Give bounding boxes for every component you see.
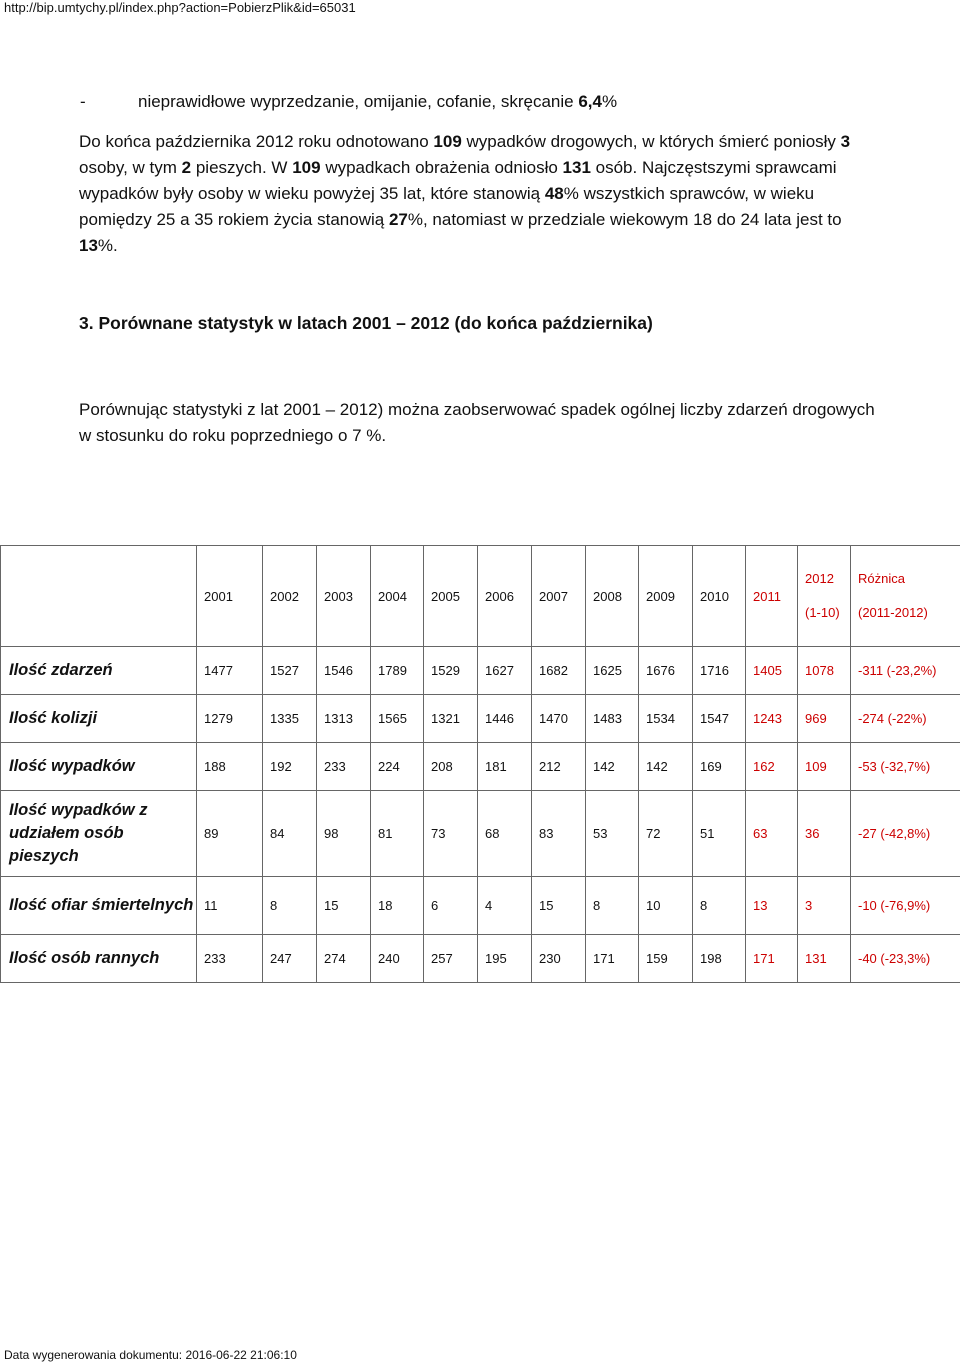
bullet-dash: - [80,92,86,111]
table-header-row [1,546,960,647]
year-header: 2004 [371,546,424,647]
text-span: Do końca października 2012 roku odnotowano [79,132,434,151]
table-row [1,877,960,935]
table-cell: 1078 [798,647,851,695]
table-cell: 230 [532,935,586,983]
number: 109 [433,132,462,151]
table-cell: 89 [197,791,263,877]
number: 13 [79,236,98,255]
year-header: 2006 [478,546,532,647]
table-cell: 8 [693,877,746,935]
row-label: Ilość osób rannych [1,935,197,983]
table-cell: 188 [197,743,263,791]
table-cell: 142 [639,743,693,791]
table-cell: 36 [798,791,851,877]
row-label: Ilość wypadków z udziałem osób pieszych [1,791,197,877]
table-cell: 257 [424,935,478,983]
table-cell: 8 [586,877,639,935]
row-label: Ilość ofiar śmiertelnych [1,877,197,935]
year-header: 2003 [317,546,371,647]
bullet-value: 6,4 [578,92,602,111]
bullet-text: nieprawidłowe wyprzedzanie, omijanie, cofanie, skręcanie [138,92,579,111]
table-cell: 1446 [478,695,532,743]
table-cell: 63 [746,791,798,877]
header-corner-cell [1,546,197,647]
table-cell: 6 [424,877,478,935]
table-cell: 1625 [586,647,639,695]
table-cell: 195 [478,935,532,983]
table-cell: 53 [586,791,639,877]
difference-cell: -10 (-76,9%) [851,877,960,935]
year-header: 2007 [532,546,586,647]
text-span: wypadkach obrażenia odniosło [320,158,563,177]
year-header: 2008 [586,546,639,647]
table-cell: 240 [371,935,424,983]
year-2012-label: 2012 [805,571,834,586]
table-cell: 181 [478,743,532,791]
table-cell: 192 [263,743,317,791]
table-cell: 109 [798,743,851,791]
year-2012-range: (1-10) [805,605,840,620]
text-span: pieszych. W [191,158,293,177]
table-cell: 131 [798,935,851,983]
year-header: 2011 [746,546,798,647]
text-span: %. [97,236,118,255]
table-cell: 1335 [263,695,317,743]
table-cell: 8 [263,877,317,935]
difference-header [851,546,960,647]
difference-cell: -311 (-23,2%) [851,647,960,695]
table-cell: 1676 [639,647,693,695]
table-cell: 84 [263,791,317,877]
generation-date: Data wygenerowania dokumentu: 2016-06-22 21:06:10 [4,1348,297,1362]
table-cell: 1682 [532,647,586,695]
difference-cell: -274 (-22%) [851,695,960,743]
year-header: 2001 [197,546,263,647]
table-cell: 224 [371,743,424,791]
table-cell: 1565 [371,695,424,743]
number: 3 [840,132,851,151]
table-body [1,647,960,983]
table-cell: 1279 [197,695,263,743]
table-cell: 233 [197,935,263,983]
accident-summary-paragraph [79,129,879,259]
table-cell: 18 [371,877,424,935]
number: 131 [562,158,591,177]
table-cell: 247 [263,935,317,983]
text-span: wypadków drogowych, w których śmierć poniosły [461,132,841,151]
text-span: % wszystkich sprawców, w wieku pomiędzy 25 a 35 rokiem życia stanowią [79,184,815,229]
table-cell: 98 [317,791,371,877]
text-span: osób. Najczęstszymi sprawcami wypadków były osoby w wieku powyżej 35 lat, które stanowią [79,158,837,203]
table-cell: 1534 [639,695,693,743]
table-cell: 208 [424,743,478,791]
table-row [1,695,960,743]
text-span: %, natomiast w przedziale wiekowym 18 do 24 lata jest to [407,210,842,229]
year-header: 2005 [424,546,478,647]
table-cell: 72 [639,791,693,877]
table-cell: 1789 [371,647,424,695]
table-cell: 142 [586,743,639,791]
table-cell: 73 [424,791,478,877]
table-cell: 1483 [586,695,639,743]
difference-cell: -53 (-32,7%) [851,743,960,791]
difference-cell: -27 (-42,8%) [851,791,960,877]
year-2012-header [798,546,851,647]
table-cell: 233 [317,743,371,791]
table-cell: 11 [197,877,263,935]
text-span: osoby, w tym [79,158,182,177]
table-cell: 83 [532,791,586,877]
row-label: Ilość wypadków [1,743,197,791]
difference-cell: -40 (-23,3%) [851,935,960,983]
table-cell: 198 [693,935,746,983]
table-cell: 1470 [532,695,586,743]
difference-label: Różnica [858,571,905,586]
table-cell: 1716 [693,647,746,695]
table-cell: 969 [798,695,851,743]
year-header: 2010 [693,546,746,647]
row-label: Ilość kolizji [1,695,197,743]
table-cell: 1527 [263,647,317,695]
table-cell: 1313 [317,695,371,743]
table-cell: 4 [478,877,532,935]
table-cell: 1243 [746,695,798,743]
section-heading: 3. Porównane statystyk w latach 2001 – 2012 (do końca października) [79,313,653,333]
table-cell: 169 [693,743,746,791]
table-cell: 212 [532,743,586,791]
number: 27 [388,210,408,229]
table-row [1,743,960,791]
bullet-suffix: % [601,92,618,111]
document-url: http://bip.umtychy.pl/index.php?action=PobierzPlik&id=65031 [4,0,356,15]
table-cell: 15 [532,877,586,935]
table-cell: 171 [746,935,798,983]
table-cell: 274 [317,935,371,983]
comparison-paragraph: Porównując statystyki z lat 2001 – 2012) można zaobserwować spadek ogólnej liczby zdarzeń drogowych w stosunku do roku poprzedniego o 7 %. [79,400,875,445]
table-cell: 1627 [478,647,532,695]
number: 109 [292,158,321,177]
table-cell: 1546 [317,647,371,695]
bullet-item [80,92,617,112]
statistics-table [0,545,960,983]
table-cell: 171 [586,935,639,983]
table-cell: 15 [317,877,371,935]
table-cell: 1405 [746,647,798,695]
table-cell: 10 [639,877,693,935]
table-cell: 1477 [197,647,263,695]
year-header: 2002 [263,546,317,647]
table-cell: 1321 [424,695,478,743]
table-cell: 68 [478,791,532,877]
table-cell: 1547 [693,695,746,743]
difference-range: (2011-2012) [858,605,928,620]
table-row [1,791,960,877]
table-cell: 3 [798,877,851,935]
table-cell: 162 [746,743,798,791]
row-label: Ilość zdarzeń [1,647,197,695]
number: 48 [544,184,564,203]
table-cell: 81 [371,791,424,877]
table-row [1,935,960,983]
number: 2 [181,158,192,177]
table-cell: 51 [693,791,746,877]
table-cell: 1529 [424,647,478,695]
table-cell: 159 [639,935,693,983]
year-header: 2009 [639,546,693,647]
table-cell: 13 [746,877,798,935]
table-row [1,647,960,695]
